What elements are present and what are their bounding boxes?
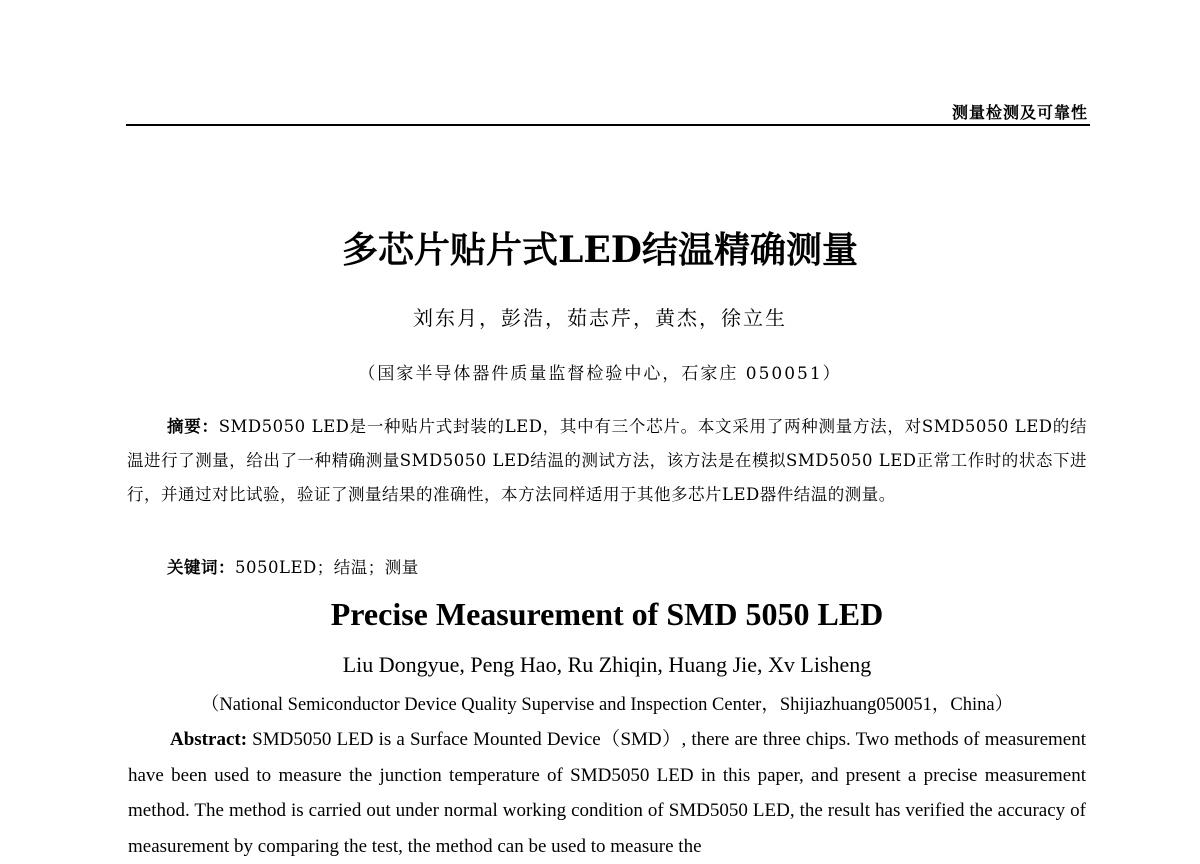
abstract-label-en: Abstract: bbox=[170, 729, 248, 750]
abstract-cn bbox=[127, 410, 1087, 512]
authors-cn: 刘东月，彭浩，茹志芹，黄杰，徐立生 bbox=[413, 306, 787, 330]
abstract-label-cn: 摘要： bbox=[167, 417, 219, 436]
paper-title-cn: 多芯片贴片式LED结温精确测量 bbox=[342, 229, 858, 271]
paper-title-en: Precise Measurement of SMD 5050 LED bbox=[330, 596, 884, 632]
abstract-en bbox=[128, 722, 1086, 864]
abstract-text-en: SMD5050 LED is a Surface Mounted Device（SMD）, there are three chips. Two methods of measurement have been used to measure the junction temperature of SMD5050 LED in this paper, and present a precise measurement method. The method is carried out under normal working condition of SMD5050 LED, the result has verified the accuracy of measurement by comparing the test, the method can be used to measure the bbox=[128, 729, 1086, 857]
affiliation-en: （National Semiconductor Device Quality Supervise and Inspection Center，Shijiazhuang050051，China） bbox=[200, 695, 1014, 715]
affiliation-cn: （国家半导体器件质量监督检验中心，石家庄 050051） bbox=[358, 364, 842, 384]
keywords-cn bbox=[167, 554, 419, 578]
authors-en: Liu Dongyue, Peng Hao, Ru Zhiqin, Huang Jie, Xv Lisheng bbox=[342, 652, 872, 677]
section-tag: 测量检测及可靠性 bbox=[951, 103, 1088, 122]
header-rule bbox=[126, 124, 1090, 126]
abstract-text-cn: SMD5050 LED是一种贴片式封装的LED，其中有三个芯片。本文采用了两种测量方法，对SMD5050 LED的结温进行了测量，给出了一种精确测量SMD5050 LED结温的测试方法，该方法是在模拟SMD5050 LED正常工作时的状态下进行，并通过对比试验，验证了测量结果的准确性，本方法同样适用于其他多芯片LED器件结温的测量。 bbox=[127, 417, 1087, 504]
keywords-text-cn: 5050LED；结温；测量 bbox=[235, 558, 419, 577]
keywords-label-cn: 关键词： bbox=[167, 558, 235, 577]
